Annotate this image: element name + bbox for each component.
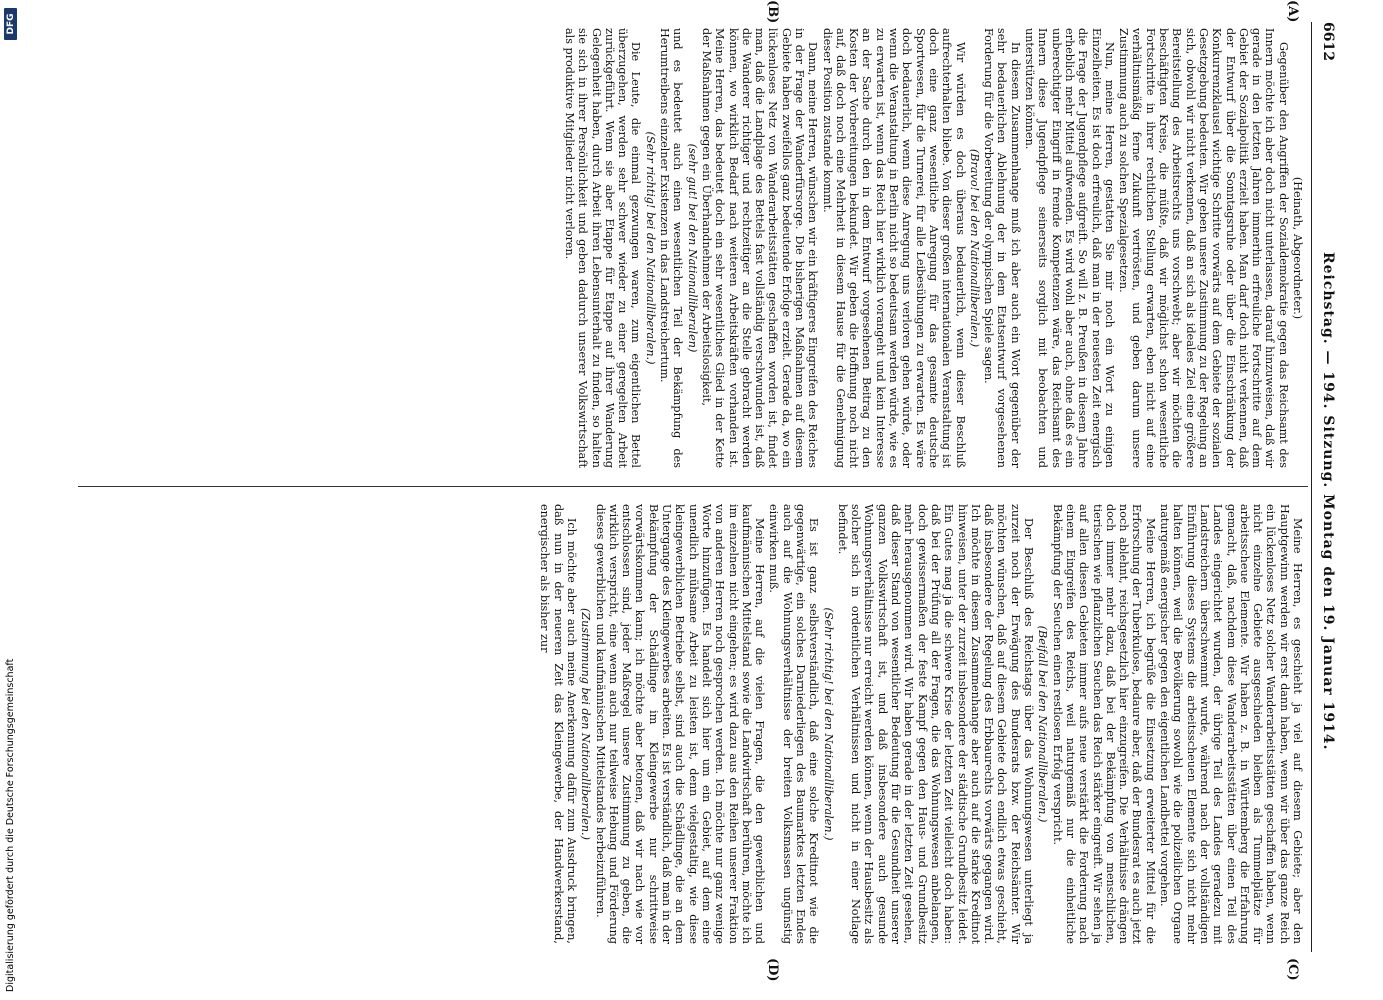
page-title: Reichstag. — 194. Sitzung. Montag den 19. Januar 1914. [1320,252,1336,751]
paragraph: Die Leute, die einmal gezwungen waren, zum eigentlichen Bettel überzugehen, werden sehr schwer wieder zu einer geregelten Arbeit zurückgeführt. Wenn sie aber Etappe für Etappe auf ihrer Wanderung Gelegenheit haben, durch Arbeit ihren Lebensunterhalt zu finden, so halten sie sich in ihrer Persönlichkeit und geben dadurch unserer Volkswirtschaft als produktive Mitglieder nicht verloren. [562,28,643,468]
page-number: 6612 [1320,22,1336,61]
interjection: (Sehr richtig! bei den Nationalliberalen.) [821,607,835,841]
right-column [537,504,1304,944]
speaker-line: (Heinath, Abgeordneter.) [1291,176,1304,320]
margin-marker-c: (C) [1285,958,1300,981]
rotated-page [70,0,1340,982]
paragraph: Es ist ganz selbstverständlich, daß eine solche Kreditnot wie die gegenwärtige, ein solches Darniederliegen des Baumarktes letzten Endes auch auf die Wohnungsverhältnisse der breiten Volksmassen ungünstig einwirken muß. [767,504,821,944]
paragraph: Ich möchte aber auch meine Anerkennung dafür zum Ausdruck bringen, daß nun in der neueren Zeit das Kleingewerbe, der Handwerkerstand, energischer als bisher zur [538,504,578,944]
paragraph: Der Beschluß des Reichstags über das Wohnungswesen unterliegt ja zurzeit noch der Erwägung des Bundesrats bzw. der Reichsämter. Wir möchten wünschen, daß auf diesem Gebiete doch endlich etwas geschieht, daß insbesondere der Regelung des Erbbaurechts vorwärts gegangen wird. Ich möchte in diesem Zusammenhange aber auch auf die starke Kreditnot hinweisen, unter der zurzeit insbesondere der städtische Grundbesitz leidet. Ein Gutes mag ja die schwere Krise der letzten Zeit vielleicht doch haben: daß bei der Prüfung all der Fragen, die das Wohnungswesen anbelangen, doch gewissermaßen der feste Kampf gegen den Haus- und Grundbesitz mehr herausgenommen wird. Wir haben gerade in der letzten Zeit gesehen, daß dieser Stand von wesentlicher Bedeutung für die Gesundheit unserer ganzen Volkswirtschaft ist, und daß insbesondere auch gesunde Wohnungsverhältnisse nur erreicht werden können, wenn der Hausbesitz als solcher sich in ordentlichen Verhältnissen und nicht in einer Notlage befindet. [835,504,1036,944]
page-header [1314,22,1340,952]
interjection: (Beifall bei den Nationalliberalen.) [1036,625,1050,823]
paragraph: Wir würden es doch überaus bedauerlich, wenn dieser Beschluß aufrechterhalten bliebe. Von dieser großen internationalen Veranstaltung ist doch eine ganz wesentliche Anregung für das gesamte deutsche Sportwesen, für die Turnerei, für alle Leibesübungen zu erwarten. Es wäre doch bedauerlich, wenn diese Anregung uns verloren gehen würde, oder wenn die Veranstaltung in Berlin nicht so bedeutsam werden würde, wie es zu erwarten ist, wenn das Reich hier wirklich vorangeht und kein Interesse an der Sache durch den in dem Entwurf vorgesehenen Beitrag zu den Kosten der Vorbereitungen bekundet. Wir geben die Hoffnung noch nicht auf, daß doch noch eine Mehrheit in diesem Hause für die Genehmigung dieser Position zustande kommt. [820,28,967,468]
margin-marker-b: (B) [765,0,780,24]
paragraph: Meine Herren, ich begrüße die Einsetzung erweiterter Mittel für die Erforschung der Tuberkulose, bedaure aber, daß der Bundesrat es auch jetzt noch ablehnt, reichsgesetzlich hier einzugreifen. Die Verhältnisse drängen doch immer mehr dazu, daß bei der Bekämpfung von menschlichen, tierischen wie pflanzlichen Seuchen das Reich stärker eingreift. Wir sehen ja auf allen diesen Gebieten immer aufs neue verstärkt die Forderung nach einem Eingreifen des Reichs, weil naturgemäß nur die einheitliche Bekämpfung der Seuchen einen restlosen Erfolg verspricht. [1050,504,1157,944]
margin-marker-d: (D) [765,958,780,982]
interjection: (Zustimmung bei den Nationalliberalen.) [579,608,593,840]
interjection: (Sehr richtig! bei den Nationalliberalen.) [643,131,657,365]
margin-marker-a: (A) [1285,0,1300,23]
paragraph: Dann, meine Herren, wünschen wir ein kräftigeres Eingreifen des Reiches in der Frage der Wanderfürsorge. Die bisherigen Maßnahmen auf diesem Gebiete haben zweifellos ganz bedeutende Erfolge erzielt. Gerade da, wo ein lückenloses Netz von Wanderarbeitsstätten geschaffen worden ist, findet man, daß die Landplage des Bettels fast vollständig verschwunden ist, daß die Wanderer richtiger und rechtzeitiger an die Stelle gebracht werden können, wo wirklich Bedarf nach weiteren Arbeitskräften vorhanden ist. Meine Herren, das bedeutet doch ein sehr wesentliches Glied in der Kette der Maßnahmen gegen ein Überhandnehmen der Arbeitslosigkeit, [699,28,820,468]
digitization-credit [4,0,18,1000]
paragraph: Nun, meine Herren, gestatten Sie mir noch ein Wort zu einigen Einzelheiten. Es ist doch erfreulich, daß man in der neuesten Zeit energisch die Frage der Jugendpflege aufgreift. So will z. B. Preußen in diesem Jahre erheblich mehr Mittel aufwenden. Es wird wohl aber auch, ohne daß es ein unberechtigter Eingriff in fremde Kompetenzen wäre, das Reichsamt des Innern diese Jugendpflege seinerseits sorglich mit beobachten und unterstützen können. [1023,28,1116,468]
column-divider [78,486,1308,487]
paragraph: Gegenüber den Angriffen der Sozialdemokratie gegen das Reichsamt des Innern möchte ich aber doch nicht unterlassen, darauf hinzuweisen, daß wir gerade in den letzten Jahren immerhin erfreuliche Fortschritte auf dem Gebiet der Sozialpolitik erzielt haben. Man darf doch nicht verkennen, daß der Entwurf über die Sonntagsruhe oder über die Einschränkung der Konkurrenzklausel wichtige Schritte vorwärts auf dem Gebiete der sozialen Gesetzgebung bedeuten. Wir geben unsere Zustimmung zu der Regelung an sich, obwohl wir nicht verkennen, daß an sich als ideales Ziel eine größere Bereitstellung des Arbeitsrechts uns vorschwebt; aber wir möchten die beschäftigten Kreise, die müßte, daß wir möglichst schon wesentliche Fortschritte in ihrer rechtlichen Stellung erwarten, eben nicht auf eine verhältnismäßig ferne Zukunft vertrösten, und geben darum unsere Zustimmung auch zu solchen Spezialgesetzen. [1117,28,1290,468]
paragraph: Meine Herren, auf die vielen Fragen, die den gewerblichen und kaufmännischen Mittelstand sowie die Landwirtschaft berühren, möchte ich im einzelnen nicht eingehen; es wird dazu aus den Reihen unserer Fraktion von anderen Herren noch gesprochen werden. Ich möchte nur ganz wenige Worte hinzufügen. Es handelt sich hier um ein Gebiet, auf dem eine unendlich mühsame Arbeit zu leisten ist, denn vielgestaltig, wie diese kleingewerblichen Betriebe selbst, sind auch die Schädlinge, die an dem Untergange des Kleingewerbes arbeiten. Es ist verständlich, daß man in der Bekämpfung der Schädlinge im Kleingewerbe nur schrittweise vorwärtskommen kann; ich möchte aber betonen, daß wir nach wie vor entschlossen sind, jeder Maßregel unsere Zustimmung zu geben, die wirklich verspricht, eine wenn auch nur teilweise Hebung und Förderung dieses gewerblichen und kaufmännischen Mittelstandes herbeizuführen. [593,504,767,944]
credit-text: Digitalisierung gefördert durch die Deutsche Forschungsgemeinschaft [5,658,16,992]
paragraph: In diesem Zusammenhange muß ich aber auch ein Wort gegenüber der sehr bedauerlichen Ablehnung der in dem Etatsentwurf vorgesehenen Forderung für die Vorbereitung der olympischen Spiele sagen. [982,28,1022,468]
interjection: (sehr gut! bei den Nationalliberalen) [685,143,699,353]
paragraph: und es bedeutet auch einen wesentlichen Teil der Bekämpfung des Herumtreibens einzelner Existenzen in das Landstreichertum. [658,28,685,468]
left-column [562,28,1304,468]
interjection: (Bravo! bei den Nationalliberalen.) [967,148,981,348]
paragraph: Meine Herren, es geschieht ja viel auf diesem Gebiete; aber den Hauptgewinn werden wir erst dann haben, wenn wir über das ganze Reich ein lückenloses Netz solcher Wanderarbeitsstätten geschaffen haben, wenn nicht einzelne Gebiete ausgeschieden bleiben als Tummelplätze für arbeitsscheue Elemente. Wir haben z. B. in Württemberg die Erfahrung gemacht, daß, nachdem diese Wanderarbeitsstätten über einen Teil des Landes eingerichtet wurden, der übrige Teil des Landes geradezu mit Landstreichern überschwemmt wurde, während nach der vollständigen Einführung dieses Systems die arbeitsscheuen Elemente sich nicht mehr halten können, weil die Bevölkerung sowohl wie die polizeilichen Organe naturgemäß energischer gegen den eigentlichen Landbettel vorgehen. [1158,504,1304,944]
header-rule [1311,22,1312,952]
dfg-logo: DFG [4,8,17,40]
